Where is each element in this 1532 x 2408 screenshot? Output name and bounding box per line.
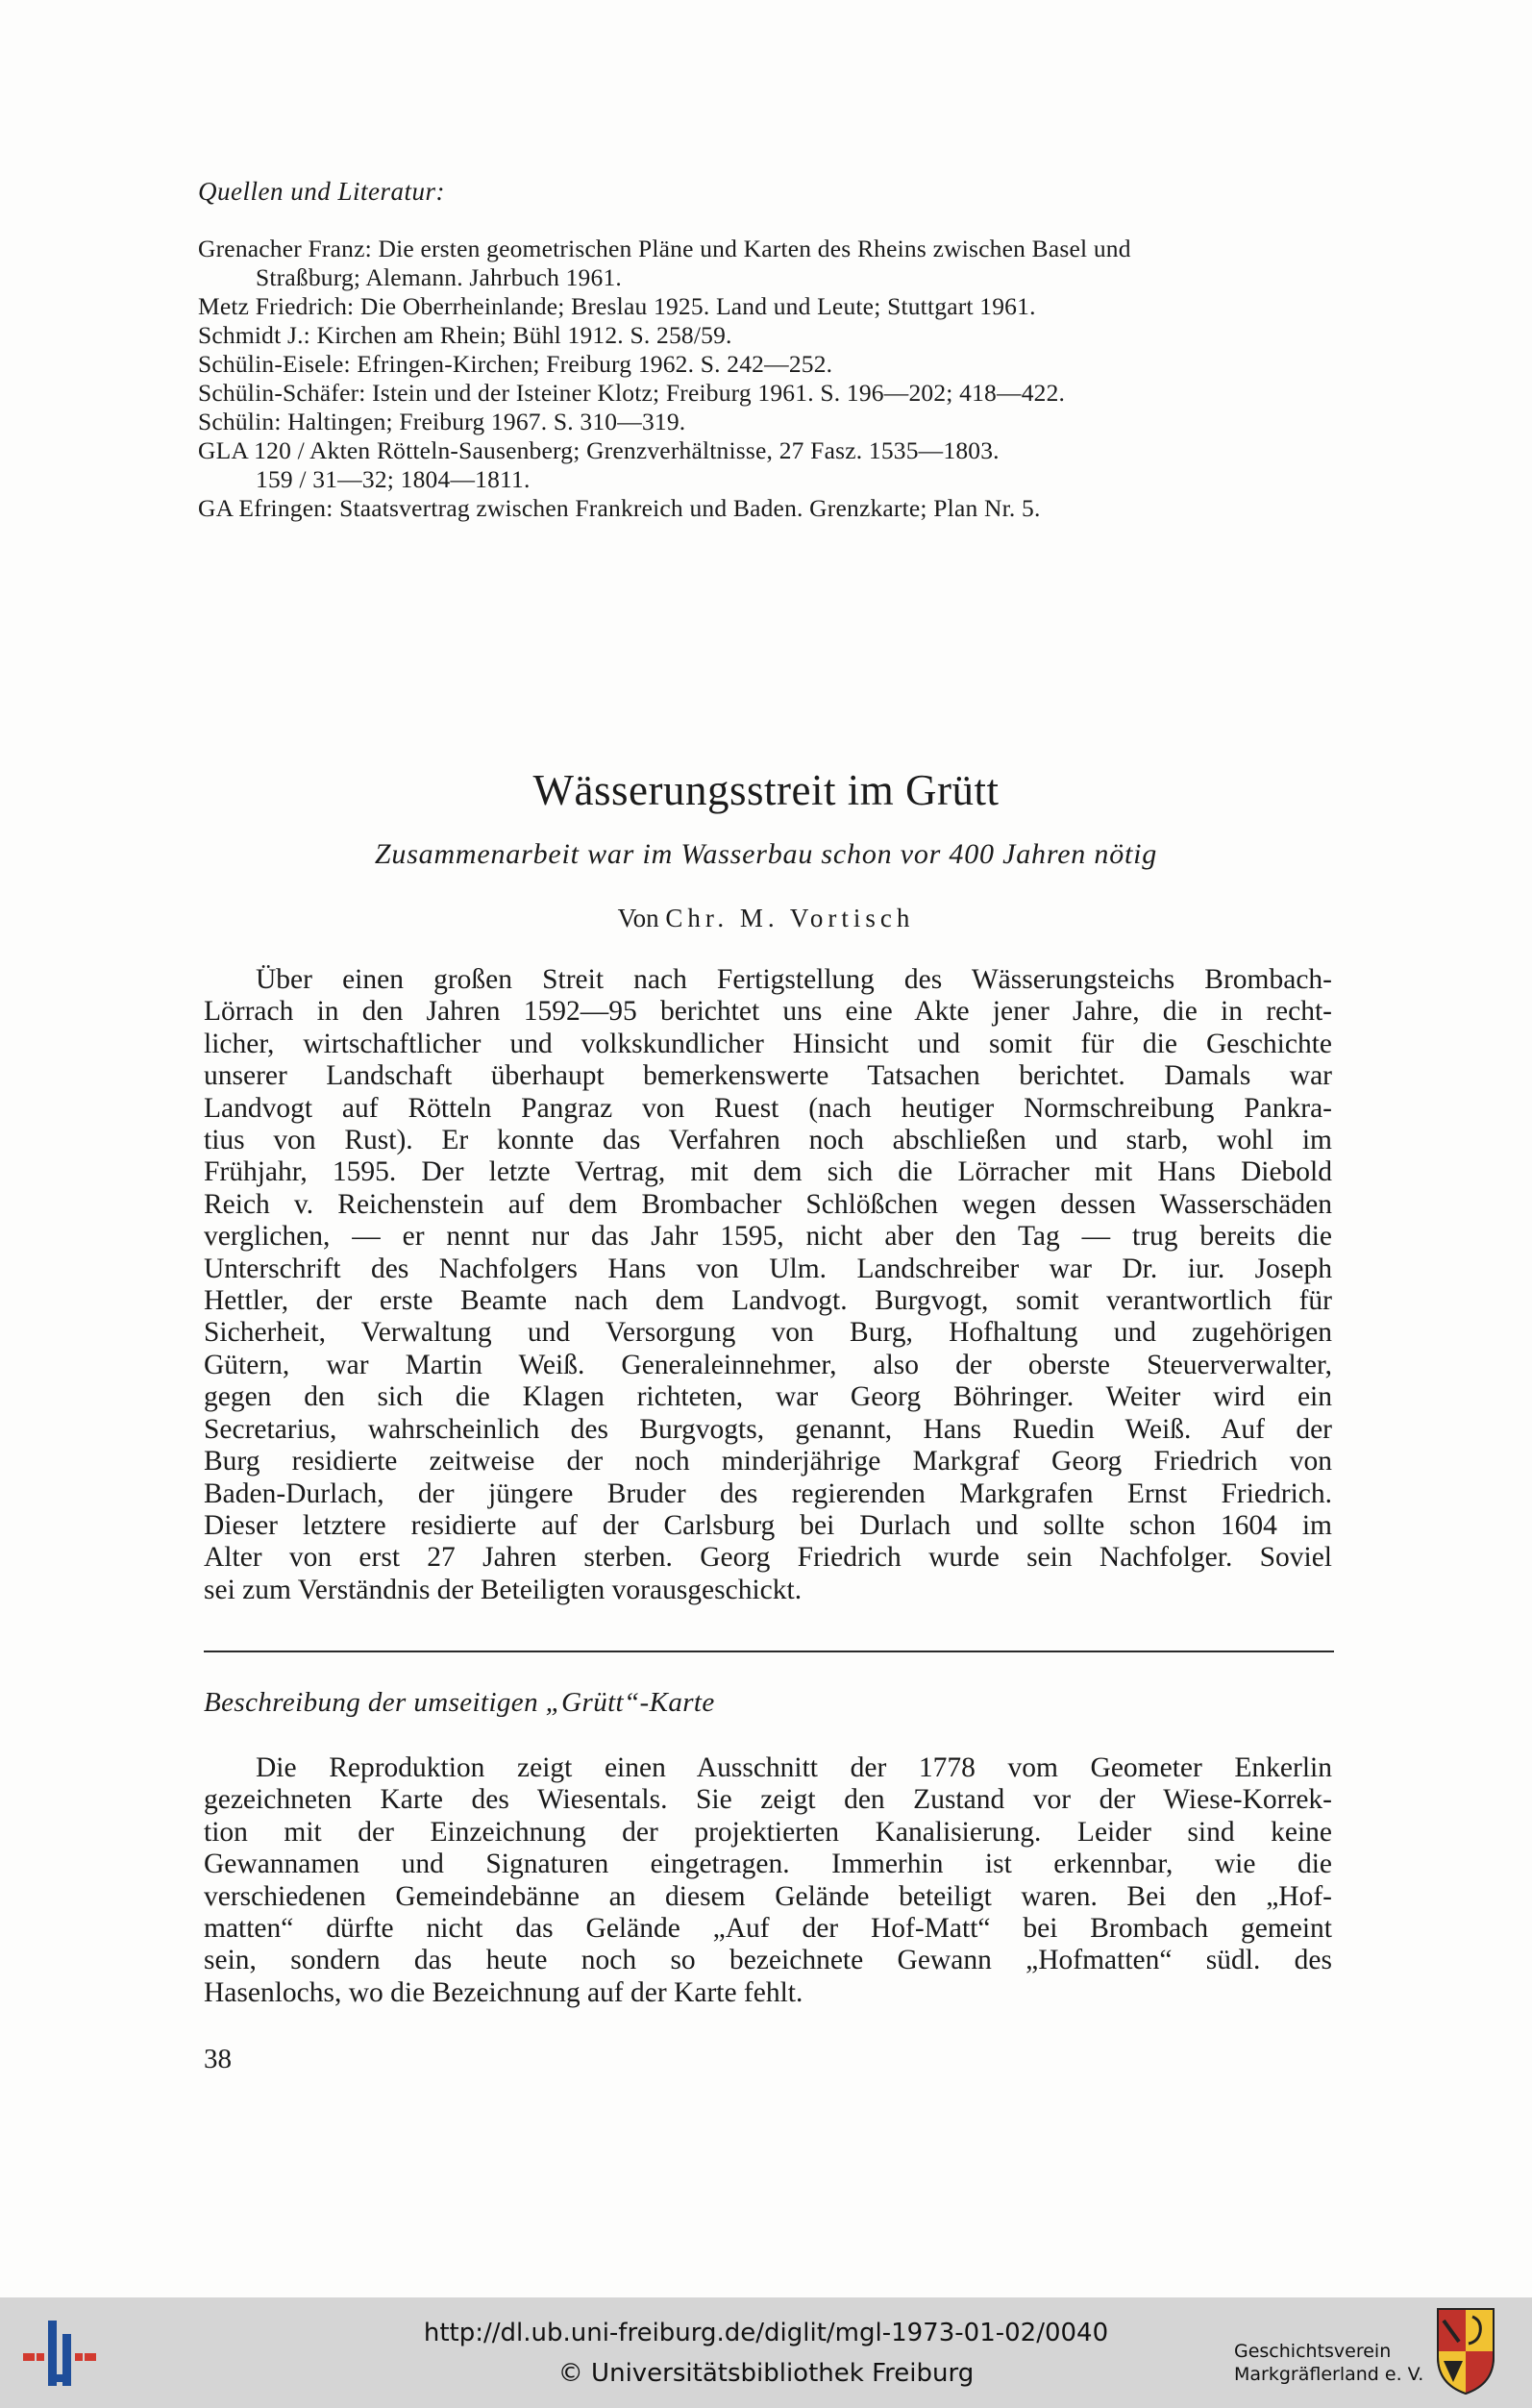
- source-ref: Grenacher Franz: Die ersten geometrischen Pläne und Karten des Rheins zwischen Basel und: [198, 235, 1131, 262]
- text-line: Hasenlochs, wo die Bezeichnung auf der Karte fehlt.: [204, 1976, 803, 2008]
- text-line: Landvogt auf Rötteln Pangraz von Ruest (nach heutiger Normschreibung Pankra-: [204, 1092, 1332, 1124]
- byline-prefix: Von: [617, 904, 659, 932]
- text-line: Reich v. Reichenstein auf dem Brombacher Schlößchen wegen dessen Wasserschäden: [204, 1188, 1332, 1220]
- text-line: tius von Rust). Er konnte das Verfahren noch abschließen und starb, wohl im: [204, 1125, 1332, 1156]
- copyright-text: © Universitätsbibliothek Freiburg: [557, 2359, 975, 2388]
- source-ref: GA Efringen: Staatsvertrag zwischen Frankreich und Baden. Grenzkarte; Plan Nr. 5.: [198, 494, 1041, 522]
- text-line: Alter von erst 27 Jahren sterben. Georg Friedrich wurde sein Nachfolger. Soviel: [204, 1542, 1332, 1574]
- text-line: Hettler, der erste Beamte nach dem Landvogt. Burgvogt, somit verantwortlich für: [204, 1285, 1332, 1317]
- coat-of-arms-icon[interactable]: [1436, 2307, 1495, 2396]
- society-line: Geschichtsverein: [1234, 2341, 1392, 2362]
- source-ref: Straßburg; Alemann. Jahrbuch 1961.: [256, 263, 622, 291]
- viewer-footer: [0, 2297, 1532, 2408]
- map-description-heading: Beschreibung der umseitigen „Grütt“-Karte: [204, 1687, 715, 1718]
- text-line: sein, sondern das heute noch so bezeichnete Gewann „Hofmatten“ südl. des: [204, 1945, 1332, 1976]
- society-name: [1234, 2340, 1423, 2386]
- sources-heading: Quellen und Literatur:: [198, 177, 445, 206]
- source-ref: Metz Friedrich: Die Oberrheinlande; Breslau 1925. Land und Leute; Stuttgart 1961.: [198, 292, 1036, 320]
- source-ref: Schülin-Eisele: Efringen-Kirchen; Freiburg 1962. S. 242—252.: [198, 350, 833, 378]
- page-number: 38: [204, 2044, 232, 2074]
- text-line: Frühjahr, 1595. Der letzte Vertrag, mit dem sich die Lörracher mit Hans Diebold: [204, 1156, 1332, 1188]
- map-description-paragraph: [204, 1752, 1332, 2009]
- text-line: verglichen, — er nennt nur das Jahr 1595, nicht aber den Tag — trug bereits die: [204, 1221, 1332, 1253]
- text-line: Dieser letztere residierte auf der Carlsburg bei Durlach und sollte schon 1604 im: [204, 1509, 1332, 1541]
- text-line: Secretarius, wahrscheinlich des Burgvogts, genannt, Hans Ruedin Weiß. Auf der: [204, 1413, 1332, 1445]
- article-title: Wässerungsstreit im Grütt: [532, 766, 1000, 814]
- article-subtitle: Zusammenarbeit war im Wasserbau schon vor 400 Jahren nötig: [374, 838, 1158, 870]
- source-ref: Schülin-Schäfer: Istein und der Isteiner Klotz; Freiburg 1961. S. 196—202; 418—422.: [198, 379, 1066, 407]
- text-line: Unterschrift des Nachfolgers Hans von Ulm. Landschreiber war Dr. iur. Joseph: [204, 1253, 1332, 1284]
- text-line: licher, wirtschaftlicher und volkskundlicher Hinsicht und somit für die Geschichte: [204, 1028, 1332, 1059]
- source-ref: Schmidt J.: Kirchen am Rhein; Bühl 1912. S. 258/59.: [198, 321, 732, 349]
- text-line: tion mit der Einzeichnung der projektierten Kanalisierung. Leider sind keine: [204, 1816, 1332, 1848]
- text-line: Die Reproduktion zeigt einen Ausschnitt der 1778 vom Geometer Enkerlin: [256, 1752, 1332, 1783]
- section-divider: [204, 1651, 1334, 1652]
- source-url-link[interactable]: http://dl.ub.uni-freiburg.de/diglit/mgl-1973-01-02/0040: [423, 2319, 1109, 2347]
- source-ref: GLA 120 / Akten Rötteln-Sausenberg; Grenzverhältnisse, 27 Fasz. 1535—1803.: [198, 436, 1000, 464]
- text-line: sei zum Verständnis der Beteiligten vorausgeschickt.: [204, 1574, 803, 1605]
- text-line: Gewannamen und Signaturen eingetragen. Immerhin ist erkennbar, wie die: [204, 1849, 1332, 1880]
- source-ref: Schülin: Haltingen; Freiburg 1967. S. 310—319.: [198, 408, 686, 435]
- text-line: Gütern, war Martin Weiß. Generaleinnehmer, also der oberste Steuerverwalter,: [204, 1349, 1332, 1380]
- article-byline: [0, 904, 1532, 933]
- byline-author: Chr. M. Vortisch: [665, 904, 915, 932]
- sources-list: [198, 235, 1342, 523]
- article-paragraph: [204, 964, 1332, 1606]
- text-line: Baden-Durlach, der jüngere Bruder des regierenden Markgrafen Ernst Friedrich.: [204, 1477, 1332, 1509]
- text-line: unserer Landschaft überhaupt bemerkenswerte Tatsachen berichtet. Damals war: [204, 1060, 1332, 1092]
- text-line: verschiedenen Gemeindebänne an diesem Gelände beteiligt waren. Bei den „Hof-: [204, 1880, 1332, 1912]
- text-line: matten“ dürfte nicht das Gelände „Auf der Hof-Matt“ bei Brombach gemeint: [204, 1913, 1332, 1945]
- source-ref: 159 / 31—32; 1804—1811.: [256, 465, 531, 493]
- text-line: Über einen großen Streit nach Fertigstellung des Wässerungsteichs Brombach-: [256, 964, 1332, 995]
- text-line: Lörrach in den Jahren 1592—95 berichtet uns eine Akte jener Jahre, die in recht-: [204, 996, 1332, 1028]
- text-line: Burg residierte zeitweise der noch minderjährige Markgraf Georg Friedrich von: [204, 1446, 1332, 1477]
- text-line: Sicherheit, Verwaltung und Versorgung von Burg, Hofhaltung und zugehörigen: [204, 1317, 1332, 1349]
- text-line: gezeichneten Karte des Wiesentals. Sie zeigt den Zustand vor der Wiese-Korrek-: [204, 1784, 1332, 1816]
- society-line: Markgräflerland e. V.: [1234, 2364, 1424, 2385]
- text-line: gegen den sich die Klagen richteten, war Georg Böhringer. Weiter wird ein: [204, 1381, 1332, 1413]
